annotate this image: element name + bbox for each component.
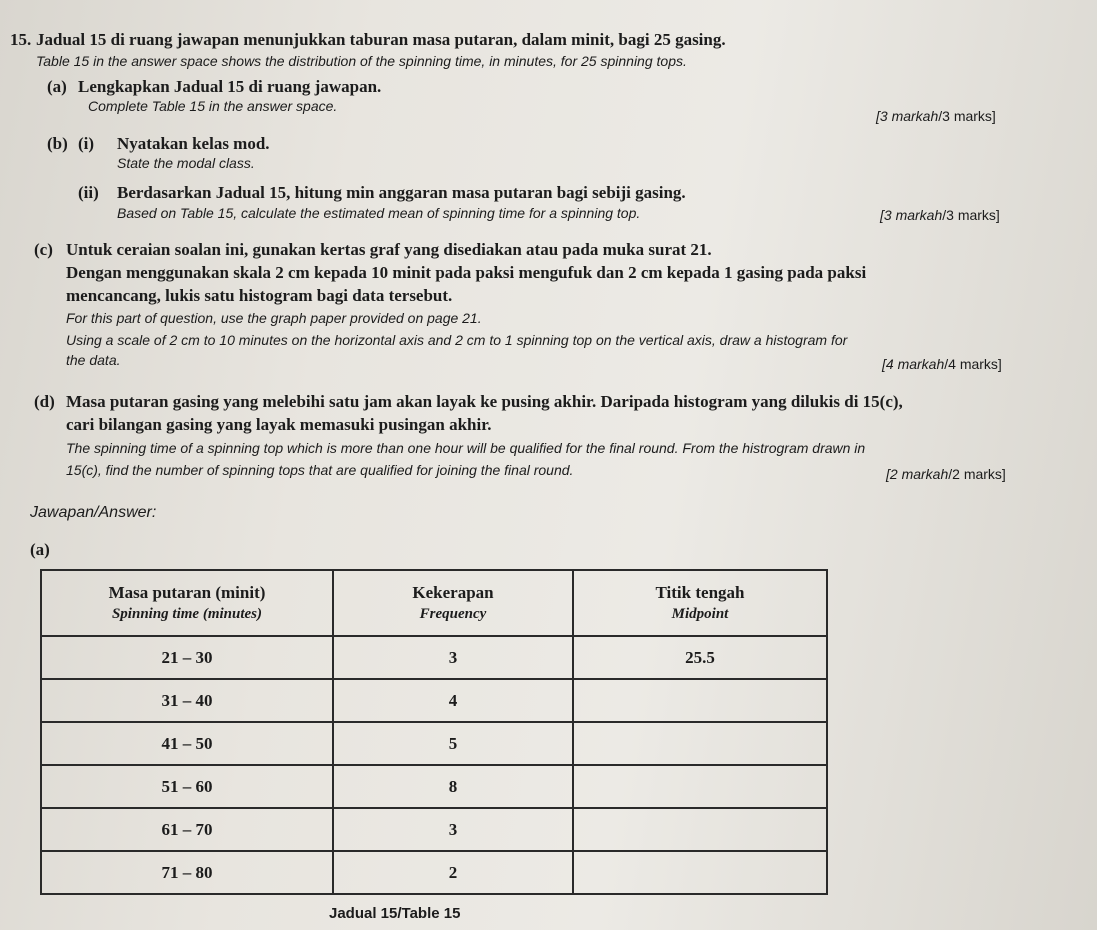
part-bii-label: (ii) xyxy=(78,183,99,202)
part-c-english-2: Using a scale of 2 cm to 10 minutes on the horizontal axis and 2 cm to 1 spinning top on the vertical axis, draw a histogram for xyxy=(66,332,848,348)
header-en: Spinning time (minutes) xyxy=(111,606,263,622)
part-b-marks xyxy=(880,207,1000,223)
marks-malay: [3 markah xyxy=(880,207,943,223)
part-d-english-2: 15(c), find the number of spinning tops that are qualified for joining the final round. xyxy=(66,462,574,478)
part-d-marks xyxy=(886,466,1006,482)
marks-malay: [3 markah xyxy=(876,108,939,124)
table-row xyxy=(41,636,827,679)
cell-frequency: 8 xyxy=(333,765,573,808)
part-bi-english: State the modal class. xyxy=(117,155,255,171)
part-bi-malay: Nyatakan kelas mod. xyxy=(117,134,270,153)
cell-frequency: 5 xyxy=(333,722,573,765)
marks-malay: [4 markah xyxy=(882,356,945,372)
header-en: Midpoint xyxy=(671,606,729,622)
header-midpoint xyxy=(573,570,827,636)
part-d-english-1: The spinning time of a spinning top which is more than one hour will be qualified for the final round. From the histrogram drawn in xyxy=(66,440,866,456)
header-en: Frequency xyxy=(419,606,487,622)
part-b-label: (b) xyxy=(47,134,68,153)
table-header-row xyxy=(41,570,827,636)
cell-interval: 41 – 50 xyxy=(41,722,333,765)
marks-english: /3 marks] xyxy=(942,207,1000,223)
cell-frequency: 2 xyxy=(333,851,573,894)
table-row xyxy=(41,722,827,765)
intro-malay: Jadual 15 di ruang jawapan menunjukkan taburan masa putaran, dalam minit, bagi 25 gasing. xyxy=(36,30,726,49)
table-row xyxy=(41,765,827,808)
part-a-marks xyxy=(876,108,996,124)
cell-midpoint[interactable] xyxy=(573,722,827,765)
part-c-malay-3: mencancang, lukis satu histogram bagi data tersebut. xyxy=(66,286,453,305)
part-d-malay-1: Masa putaran gasing yang melebihi satu jam akan layak ke pusing akhir. Daripada histogram yang dilukis di 15(c), xyxy=(66,392,903,411)
header-ms: Titik tengah xyxy=(655,583,745,602)
part-c-malay-2: Dengan menggunakan skala 2 cm kepada 10 minit pada paksi mengufuk dan 2 cm kepada 1 gasing pada paksi xyxy=(66,263,867,282)
answer-heading-text: Jawapan/Answer: xyxy=(30,504,157,521)
question-number: 15. xyxy=(10,30,32,49)
table-row xyxy=(41,851,827,894)
table-caption: Jadual 15/Table 15 xyxy=(329,905,461,922)
cell-frequency: 4 xyxy=(333,679,573,722)
part-d-label: (d) xyxy=(34,392,55,411)
intro-english: Table 15 in the answer space shows the distribution of the spinning time, in minutes, for 25 spinning tops. xyxy=(36,53,687,69)
table-row xyxy=(41,679,827,722)
header-ms: Kekerapan xyxy=(412,583,494,602)
header-frequency xyxy=(333,570,573,636)
cell-midpoint[interactable] xyxy=(573,679,827,722)
marks-english: /3 marks] xyxy=(938,108,996,124)
part-a-label: (a) xyxy=(47,77,67,96)
answer-part-label: (a) xyxy=(30,540,50,559)
part-d-malay-2: cari bilangan gasing yang layak memasuki pusingan akhir. xyxy=(66,415,492,434)
cell-midpoint[interactable] xyxy=(573,851,827,894)
cell-midpoint[interactable] xyxy=(573,808,827,851)
part-c-marks xyxy=(882,356,1002,372)
cell-interval: 51 – 60 xyxy=(41,765,333,808)
cell-interval: 21 – 30 xyxy=(41,636,333,679)
marks-malay: [2 markah xyxy=(886,466,949,482)
part-bii-english: Based on Table 15, calculate the estimated mean of spinning time for a spinning top. xyxy=(117,205,641,221)
cell-interval: 71 – 80 xyxy=(41,851,333,894)
part-c-english-3: the data. xyxy=(66,352,121,368)
cell-midpoint[interactable] xyxy=(573,765,827,808)
table-row xyxy=(41,808,827,851)
cell-interval: 61 – 70 xyxy=(41,808,333,851)
cell-interval: 31 – 40 xyxy=(41,679,333,722)
part-c-english-1: For this part of question, use the graph paper provided on page 21. xyxy=(66,310,482,326)
part-a-malay: Lengkapkan Jadual 15 di ruang jawapan. xyxy=(78,77,382,96)
part-c-label: (c) xyxy=(34,240,53,259)
answer-heading xyxy=(30,504,156,522)
cell-midpoint[interactable]: 25.5 xyxy=(573,636,827,679)
header-ms: Masa putaran (minit) xyxy=(108,583,266,602)
cell-frequency: 3 xyxy=(333,808,573,851)
part-bi-label: (i) xyxy=(78,134,95,153)
cell-frequency: 3 xyxy=(333,636,573,679)
part-c-malay-1: Untuk ceraian soalan ini, gunakan kertas graf yang disediakan atau pada muka surat 21. xyxy=(66,240,712,259)
marks-english: /4 marks] xyxy=(944,356,1002,372)
table-15 xyxy=(40,569,828,895)
marks-english: /2 marks] xyxy=(948,466,1006,482)
part-bii-malay: Berdasarkan Jadual 15, hitung min anggaran masa putaran bagi sebiji gasing. xyxy=(117,183,686,202)
header-spinning-time xyxy=(41,570,333,636)
part-a-english: Complete Table 15 in the answer space. xyxy=(88,98,338,114)
